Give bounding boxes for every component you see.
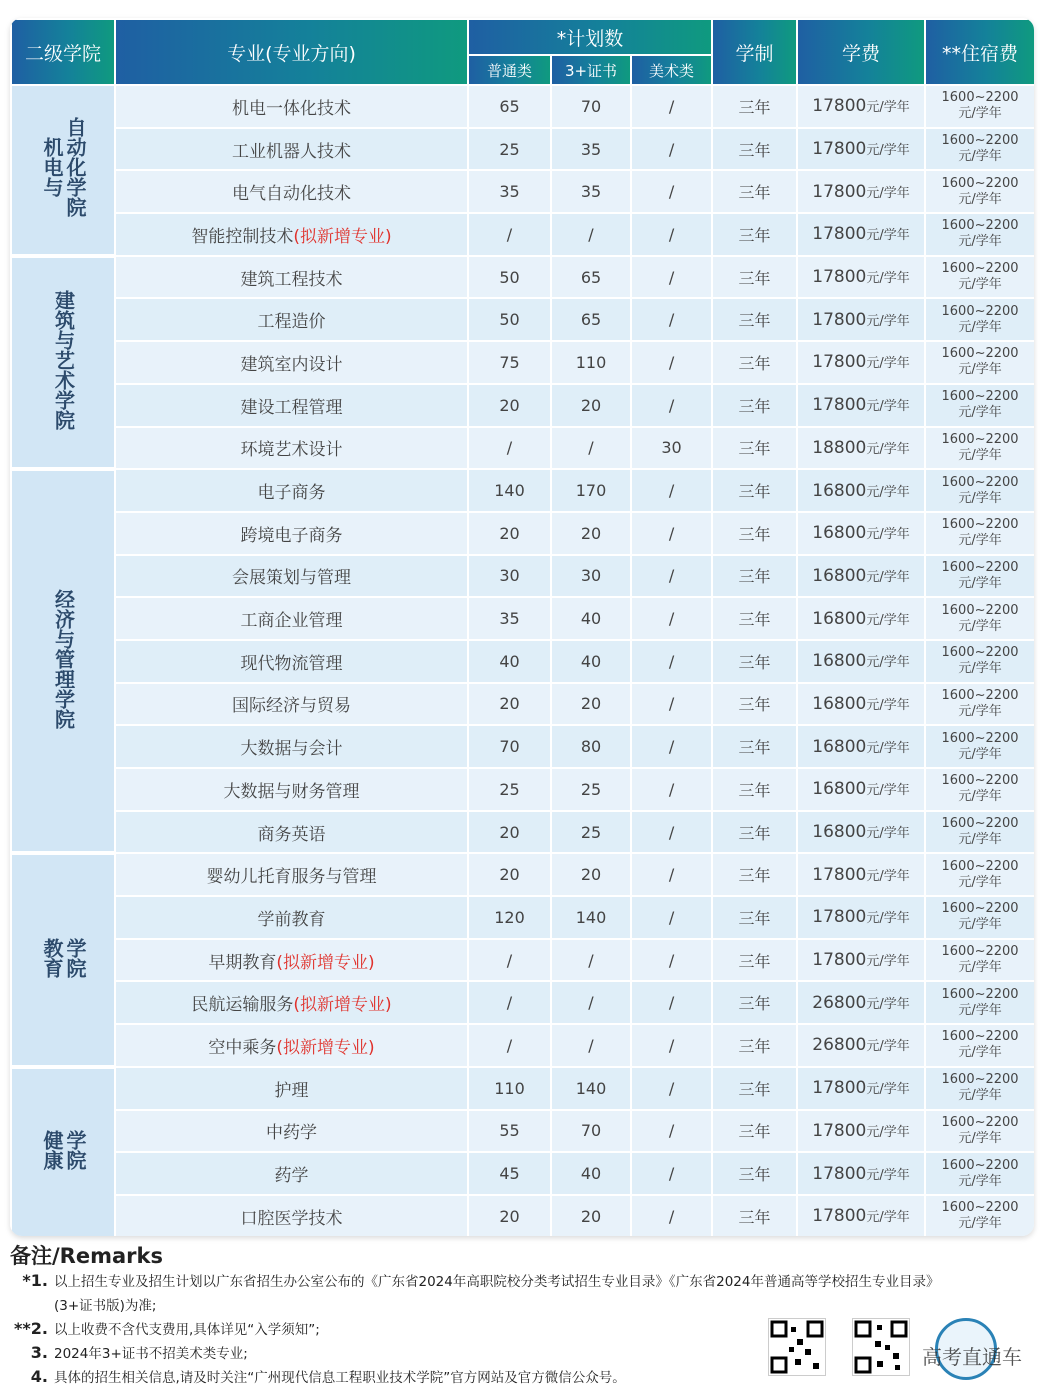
plan-art: /: [631, 170, 712, 213]
new-major-tag: (拟新增专业): [293, 226, 392, 247]
plan-general: 50: [468, 298, 551, 341]
table-row: [11, 512, 1034, 555]
tuition-fee: 17800元/学年: [797, 1152, 925, 1195]
tuition-fee: 17800元/学年: [797, 1110, 925, 1153]
college-name-col: 健康: [40, 1129, 64, 1170]
dorm-fee: 1600~2200 元/学年: [925, 1024, 1034, 1067]
plan-cert: /: [551, 981, 631, 1024]
plan-cert: 65: [551, 298, 631, 341]
plan-art: /: [631, 896, 712, 939]
dorm-fee: 1600~2200 元/学年: [925, 128, 1034, 171]
plan-general: 65: [468, 85, 551, 128]
plan-cert: 20: [551, 384, 631, 427]
table-row: [11, 469, 1034, 512]
tuition-fee: 17800元/学年: [797, 853, 925, 896]
college-name-col: 教育: [40, 937, 64, 978]
new-major-tag: (拟新增专业): [276, 952, 375, 973]
college-name: [11, 469, 115, 853]
duration: 三年: [712, 981, 797, 1024]
plan-cert: 25: [551, 768, 631, 811]
header-college: 二级学院: [11, 19, 115, 85]
duration: 三年: [712, 427, 797, 470]
header-duration: 学制: [712, 19, 797, 85]
table-row: [11, 128, 1034, 171]
tuition-fee: 17800元/学年: [797, 256, 925, 299]
duration: 三年: [712, 1024, 797, 1067]
plan-cert: 80: [551, 725, 631, 768]
tuition-fee: 16800元/学年: [797, 512, 925, 555]
duration: 三年: [712, 170, 797, 213]
plan-general: /: [468, 981, 551, 1024]
plan-cert: 110: [551, 341, 631, 384]
plan-general: 20: [468, 384, 551, 427]
remarks-title: 备注/Remarks: [10, 1244, 163, 1268]
college-name-col: 学院: [63, 937, 87, 978]
plan-general: 35: [468, 597, 551, 640]
plan-art: /: [631, 683, 712, 726]
major-name: 民航运输服务(拟新增专业): [115, 981, 468, 1024]
dorm-fee: 1600~2200 元/学年: [925, 256, 1034, 299]
duration: 三年: [712, 683, 797, 726]
plan-cert: 40: [551, 640, 631, 683]
plan-cert: 35: [551, 128, 631, 171]
tuition-fee: 17800元/学年: [797, 85, 925, 128]
tuition-fee: 17800元/学年: [797, 1067, 925, 1110]
plan-general: 110: [468, 1067, 551, 1110]
dorm-fee: 1600~2200 元/学年: [925, 939, 1034, 982]
dorm-fee: 1600~2200 元/学年: [925, 170, 1034, 213]
plan-art: /: [631, 1152, 712, 1195]
table-row: [11, 725, 1034, 768]
plan-general: /: [468, 427, 551, 470]
college-name: [11, 256, 115, 469]
dorm-fee: 1600~2200 元/学年: [925, 768, 1034, 811]
duration: 三年: [712, 1195, 797, 1236]
dorm-fee: 1600~2200 元/学年: [925, 555, 1034, 598]
plan-art: /: [631, 597, 712, 640]
remark-note-2: **2. 以上收费不含代支费用,具体详见“入学须知”;: [14, 1319, 320, 1338]
duration: 三年: [712, 555, 797, 598]
major-name: 早期教育(拟新增专业): [115, 939, 468, 982]
plan-general: 25: [468, 128, 551, 171]
remarks-section: [10, 1240, 1050, 1270]
dorm-fee: 1600~2200 元/学年: [925, 1152, 1034, 1195]
plan-art: /: [631, 128, 712, 171]
tuition-fee: 26800元/学年: [797, 1024, 925, 1067]
plan-general: 20: [468, 811, 551, 854]
major-name: 建设工程管理: [115, 384, 468, 427]
dorm-fee: 1600~2200 元/学年: [925, 725, 1034, 768]
plan-general: 25: [468, 768, 551, 811]
duration: 三年: [712, 85, 797, 128]
major-name: 建筑室内设计: [115, 341, 468, 384]
dorm-fee: 1600~2200 元/学年: [925, 640, 1034, 683]
plan-general: 20: [468, 683, 551, 726]
major-name: 现代物流管理: [115, 640, 468, 683]
plan-cert: 70: [551, 85, 631, 128]
duration: 三年: [712, 939, 797, 982]
plan-cert: /: [551, 1024, 631, 1067]
major-name: 中药学: [115, 1110, 468, 1153]
plan-cert: 25: [551, 811, 631, 854]
table-row: [11, 85, 1034, 128]
dorm-fee: 1600~2200 元/学年: [925, 1195, 1034, 1236]
table-row: [11, 597, 1034, 640]
college-name: [11, 1067, 115, 1236]
college-name-col: 建筑与艺术学院: [51, 289, 76, 430]
plan-general: 50: [468, 256, 551, 299]
tuition-fee: 16800元/学年: [797, 597, 925, 640]
header-plan-cert: 3+证书: [551, 55, 631, 85]
plan-art: /: [631, 384, 712, 427]
table-row: [11, 555, 1034, 598]
duration: 三年: [712, 768, 797, 811]
header-plan: *计划数: [468, 19, 712, 55]
tuition-fee: 16800元/学年: [797, 683, 925, 726]
duration: 三年: [712, 256, 797, 299]
major-name: 大数据与财务管理: [115, 768, 468, 811]
plan-cert: 20: [551, 853, 631, 896]
table-row: [11, 213, 1034, 256]
duration: 三年: [712, 725, 797, 768]
table-row: [11, 256, 1034, 299]
table-row: [11, 1152, 1034, 1195]
remark-note-1: *1. 以上招生专业及招生计划以广东省招生办公室公布的《广东省2024年高职院校分类考试招生专业目录》《广东省2024年普通高等学校招生专业目录》: [22, 1271, 940, 1290]
major-name: 空中乘务(拟新增专业): [115, 1024, 468, 1067]
major-name: 会展策划与管理: [115, 555, 468, 598]
plan-art: /: [631, 981, 712, 1024]
tuition-fee: 16800元/学年: [797, 768, 925, 811]
dorm-fee: 1600~2200 元/学年: [925, 896, 1034, 939]
plan-art: /: [631, 341, 712, 384]
duration: 三年: [712, 512, 797, 555]
table-row: [11, 1110, 1034, 1153]
duration: 三年: [712, 896, 797, 939]
remark-note-4: 4. 具体的招生相关信息,请及时关注“广州现代信息工程职业技术学院”官方网站及官方微信公众号。: [30, 1367, 626, 1386]
plan-general: /: [468, 1024, 551, 1067]
plan-general: 140: [468, 469, 551, 512]
plan-art: /: [631, 555, 712, 598]
plan-general: 30: [468, 555, 551, 598]
table-row: [11, 1067, 1034, 1110]
major-name: 工业机器人技术: [115, 128, 468, 171]
plan-art: /: [631, 1195, 712, 1236]
plan-cert: /: [551, 213, 631, 256]
qr-code-icon: [768, 1318, 826, 1376]
tuition-fee: 16800元/学年: [797, 640, 925, 683]
major-name: 商务英语: [115, 811, 468, 854]
plan-art: /: [631, 640, 712, 683]
major-name: 建筑工程技术: [115, 256, 468, 299]
college-name-col: 机电与: [40, 137, 64, 198]
tuition-fee: 18800元/学年: [797, 427, 925, 470]
major-name: 电气自动化技术: [115, 170, 468, 213]
plan-general: 75: [468, 341, 551, 384]
header-tuition: 学费: [797, 19, 925, 85]
remark-note-1-cont: (3+证书版)为准;: [54, 1298, 157, 1314]
major-name: 学前教育: [115, 896, 468, 939]
plan-art: /: [631, 256, 712, 299]
plan-cert: 140: [551, 1067, 631, 1110]
tuition-fee: 17800元/学年: [797, 1195, 925, 1236]
plan-cert: 20: [551, 1195, 631, 1236]
dorm-fee: 1600~2200 元/学年: [925, 853, 1034, 896]
plan-cert: 30: [551, 555, 631, 598]
plan-art: /: [631, 768, 712, 811]
major-name: 工程造价: [115, 298, 468, 341]
enrollment-table: [10, 18, 1034, 1236]
remark-note-3: 3. 2024年3+证书不招美术类专业;: [30, 1343, 248, 1362]
plan-general: 20: [468, 853, 551, 896]
plan-art: /: [631, 512, 712, 555]
plan-cert: /: [551, 427, 631, 470]
header-major: 专业(专业方向): [115, 19, 468, 85]
plan-art: /: [631, 811, 712, 854]
tuition-fee: 16800元/学年: [797, 725, 925, 768]
qr-code-icon: [852, 1318, 910, 1376]
major-name: 环境艺术设计: [115, 427, 468, 470]
duration: 三年: [712, 298, 797, 341]
table-row: [11, 341, 1034, 384]
plan-cert: 35: [551, 170, 631, 213]
dorm-fee: 1600~2200 元/学年: [925, 683, 1034, 726]
tuition-fee: 16800元/学年: [797, 811, 925, 854]
plan-art: /: [631, 853, 712, 896]
watermark: 高考直通车: [922, 1345, 1022, 1369]
plan-general: 120: [468, 896, 551, 939]
plan-cert: 70: [551, 1110, 631, 1153]
table-row: [11, 896, 1034, 939]
header-dorm: **住宿费: [925, 19, 1034, 85]
plan-cert: 40: [551, 597, 631, 640]
tuition-fee: 17800元/学年: [797, 213, 925, 256]
table-row: [11, 811, 1034, 854]
major-name: 工商企业管理: [115, 597, 468, 640]
tuition-fee: 17800元/学年: [797, 341, 925, 384]
tuition-fee: 17800元/学年: [797, 939, 925, 982]
duration: 三年: [712, 213, 797, 256]
duration: 三年: [712, 640, 797, 683]
plan-general: 70: [468, 725, 551, 768]
table-row: [11, 853, 1034, 896]
dorm-fee: 1600~2200 元/学年: [925, 512, 1034, 555]
duration: 三年: [712, 811, 797, 854]
plan-art: /: [631, 469, 712, 512]
duration: 三年: [712, 469, 797, 512]
duration: 三年: [712, 597, 797, 640]
dorm-fee: 1600~2200 元/学年: [925, 341, 1034, 384]
duration: 三年: [712, 1067, 797, 1110]
major-name: 婴幼儿托育服务与管理: [115, 853, 468, 896]
dorm-fee: 1600~2200 元/学年: [925, 427, 1034, 470]
table-row: [11, 768, 1034, 811]
new-major-tag: (拟新增专业): [276, 1037, 375, 1058]
major-name: 电子商务: [115, 469, 468, 512]
dorm-fee: 1600~2200 元/学年: [925, 597, 1034, 640]
major-name: 国际经济与贸易: [115, 683, 468, 726]
table-body: [11, 85, 1034, 1236]
plan-general: 55: [468, 1110, 551, 1153]
table-row: [11, 384, 1034, 427]
dorm-fee: 1600~2200 元/学年: [925, 384, 1034, 427]
table-row: [11, 981, 1034, 1024]
table-row: [11, 1195, 1034, 1236]
plan-general: 45: [468, 1152, 551, 1195]
major-name: 口腔医学技术: [115, 1195, 468, 1236]
tuition-fee: 17800元/学年: [797, 298, 925, 341]
dorm-fee: 1600~2200 元/学年: [925, 469, 1034, 512]
plan-cert: 170: [551, 469, 631, 512]
plan-art: /: [631, 1024, 712, 1067]
table-row: [11, 298, 1034, 341]
dorm-fee: 1600~2200 元/学年: [925, 1110, 1034, 1153]
dorm-fee: 1600~2200 元/学年: [925, 1067, 1034, 1110]
table-row: [11, 939, 1034, 982]
plan-general: 35: [468, 170, 551, 213]
plan-art: /: [631, 1110, 712, 1153]
major-name: 跨境电子商务: [115, 512, 468, 555]
duration: 三年: [712, 1110, 797, 1153]
major-name: 智能控制技术(拟新增专业): [115, 213, 468, 256]
new-major-tag: (拟新增专业): [293, 995, 392, 1016]
dorm-fee: 1600~2200 元/学年: [925, 298, 1034, 341]
plan-cert: 20: [551, 512, 631, 555]
plan-art: /: [631, 85, 712, 128]
plan-art: /: [631, 725, 712, 768]
duration: 三年: [712, 341, 797, 384]
duration: 三年: [712, 853, 797, 896]
plan-general: 20: [468, 512, 551, 555]
plan-general: /: [468, 213, 551, 256]
plan-general: 40: [468, 640, 551, 683]
header-plan-general: 普通类: [468, 55, 551, 85]
tuition-fee: 26800元/学年: [797, 981, 925, 1024]
plan-art: /: [631, 939, 712, 982]
major-name: 机电一体化技术: [115, 85, 468, 128]
table-row: [11, 683, 1034, 726]
dorm-fee: 1600~2200 元/学年: [925, 981, 1034, 1024]
tuition-fee: 16800元/学年: [797, 469, 925, 512]
table-row: [11, 170, 1034, 213]
table-row: [11, 640, 1034, 683]
plan-art: /: [631, 1067, 712, 1110]
table-row: [11, 1024, 1034, 1067]
plan-art: /: [631, 298, 712, 341]
plan-cert: 20: [551, 683, 631, 726]
enrollment-table-container: [10, 18, 1034, 1236]
major-name: 大数据与会计: [115, 725, 468, 768]
major-name: 护理: [115, 1067, 468, 1110]
tuition-fee: 17800元/学年: [797, 384, 925, 427]
tuition-fee: 17800元/学年: [797, 128, 925, 171]
plan-general: 20: [468, 1195, 551, 1236]
dorm-fee: 1600~2200 元/学年: [925, 811, 1034, 854]
header-plan-art: 美术类: [631, 55, 712, 85]
college-name-col: 学院: [63, 1129, 87, 1170]
dorm-fee: 1600~2200 元/学年: [925, 213, 1034, 256]
tuition-fee: 16800元/学年: [797, 555, 925, 598]
table-row: [11, 427, 1034, 470]
plan-cert: 65: [551, 256, 631, 299]
college-name: [11, 853, 115, 1066]
major-name: 药学: [115, 1152, 468, 1195]
duration: 三年: [712, 128, 797, 171]
college-name-col: 自动化学院: [63, 117, 87, 218]
tuition-fee: 17800元/学年: [797, 170, 925, 213]
plan-art: /: [631, 213, 712, 256]
duration: 三年: [712, 384, 797, 427]
tuition-fee: 17800元/学年: [797, 896, 925, 939]
plan-art: 30: [631, 427, 712, 470]
duration: 三年: [712, 1152, 797, 1195]
dorm-fee: 1600~2200 元/学年: [925, 85, 1034, 128]
plan-cert: /: [551, 939, 631, 982]
plan-cert: 140: [551, 896, 631, 939]
college-name: [11, 85, 115, 256]
plan-general: /: [468, 939, 551, 982]
plan-cert: 40: [551, 1152, 631, 1195]
college-name-col: 经济与管理学院: [51, 588, 76, 729]
